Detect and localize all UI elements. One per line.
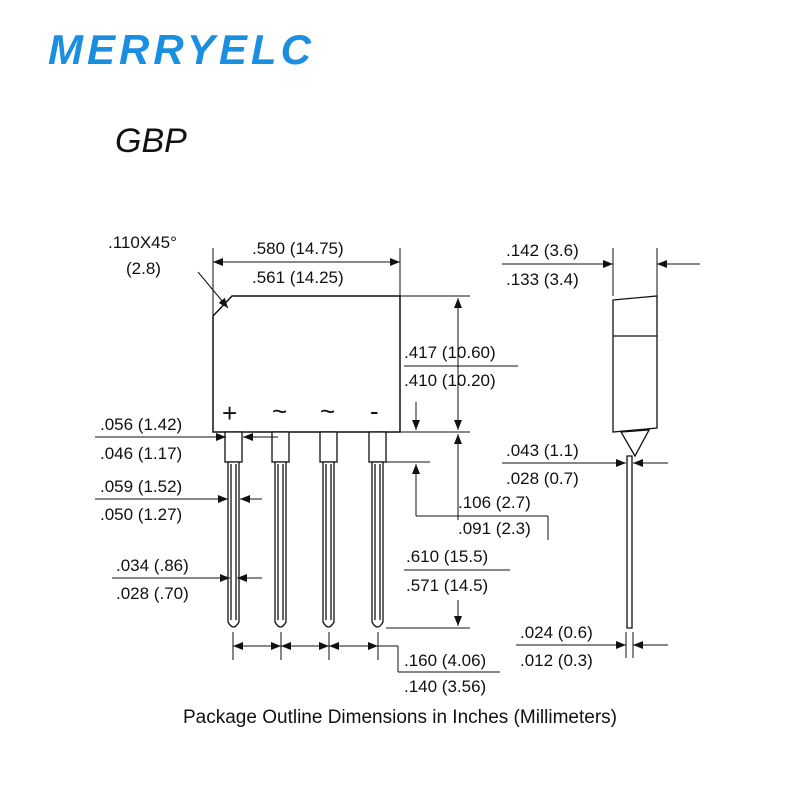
lead-2 [272, 432, 289, 627]
dim-lead-width-max: .034 (.86) [116, 556, 189, 575]
dim-thickness-max: .142 (3.6) [506, 241, 579, 260]
dim-side-lead-thickness-max: .024 (0.6) [520, 623, 593, 642]
dim-lead-shoulder-max: .056 (1.42) [100, 415, 183, 434]
dim-thickness-min: .133 (3.4) [506, 270, 579, 289]
dim-side-lead-thickness-min: .012 (0.3) [520, 651, 593, 670]
lead-4 [369, 432, 386, 627]
dim-lead-width-upper-max: .059 (1.52) [100, 477, 183, 496]
drawing-caption: Package Outline Dimensions in Inches (Millimeters) [183, 707, 617, 728]
dim-body-height-min: .410 (10.20) [404, 371, 496, 390]
dim-chamfer-inch: .110X45° [108, 233, 177, 252]
package-title: GBP [115, 122, 187, 160]
dim-pitch-max: .160 (4.06) [404, 651, 487, 670]
dim-standoff-max: .106 (2.7) [458, 493, 531, 512]
side-view [613, 296, 657, 628]
pin-label-ac1: ~ [272, 396, 288, 426]
dim-lead-width-upper-min: .050 (1.27) [100, 505, 183, 524]
brand-logo-text: MERRYELC [48, 28, 315, 72]
dim-lead-width-min: .028 (.70) [116, 584, 189, 603]
pin-label-ac2: ~ [320, 396, 336, 426]
dim-side-taper-min: .028 (0.7) [506, 469, 579, 488]
dim-lead-shoulder-min: .046 (1.17) [100, 444, 183, 463]
dim-standoff-min: .091 (2.3) [458, 519, 531, 538]
dim-chamfer-mm: (2.8) [126, 259, 161, 278]
dim-pitch-min: .140 (3.56) [404, 677, 487, 696]
pin-label-plus: + [222, 398, 238, 428]
dim-side-taper-max: .043 (1.1) [506, 441, 579, 460]
dim-lead-length-min: .571 (14.5) [406, 576, 489, 595]
lead-3 [320, 432, 337, 627]
dim-body-height-max: .417 (10.60) [404, 343, 496, 362]
pin-label-minus: - [370, 396, 379, 426]
dim-lead-length-max: .610 (15.5) [406, 547, 489, 566]
lead-1 [225, 432, 242, 627]
dim-width-min: .561 (14.25) [252, 268, 344, 287]
dim-width-max: .580 (14.75) [252, 239, 344, 258]
